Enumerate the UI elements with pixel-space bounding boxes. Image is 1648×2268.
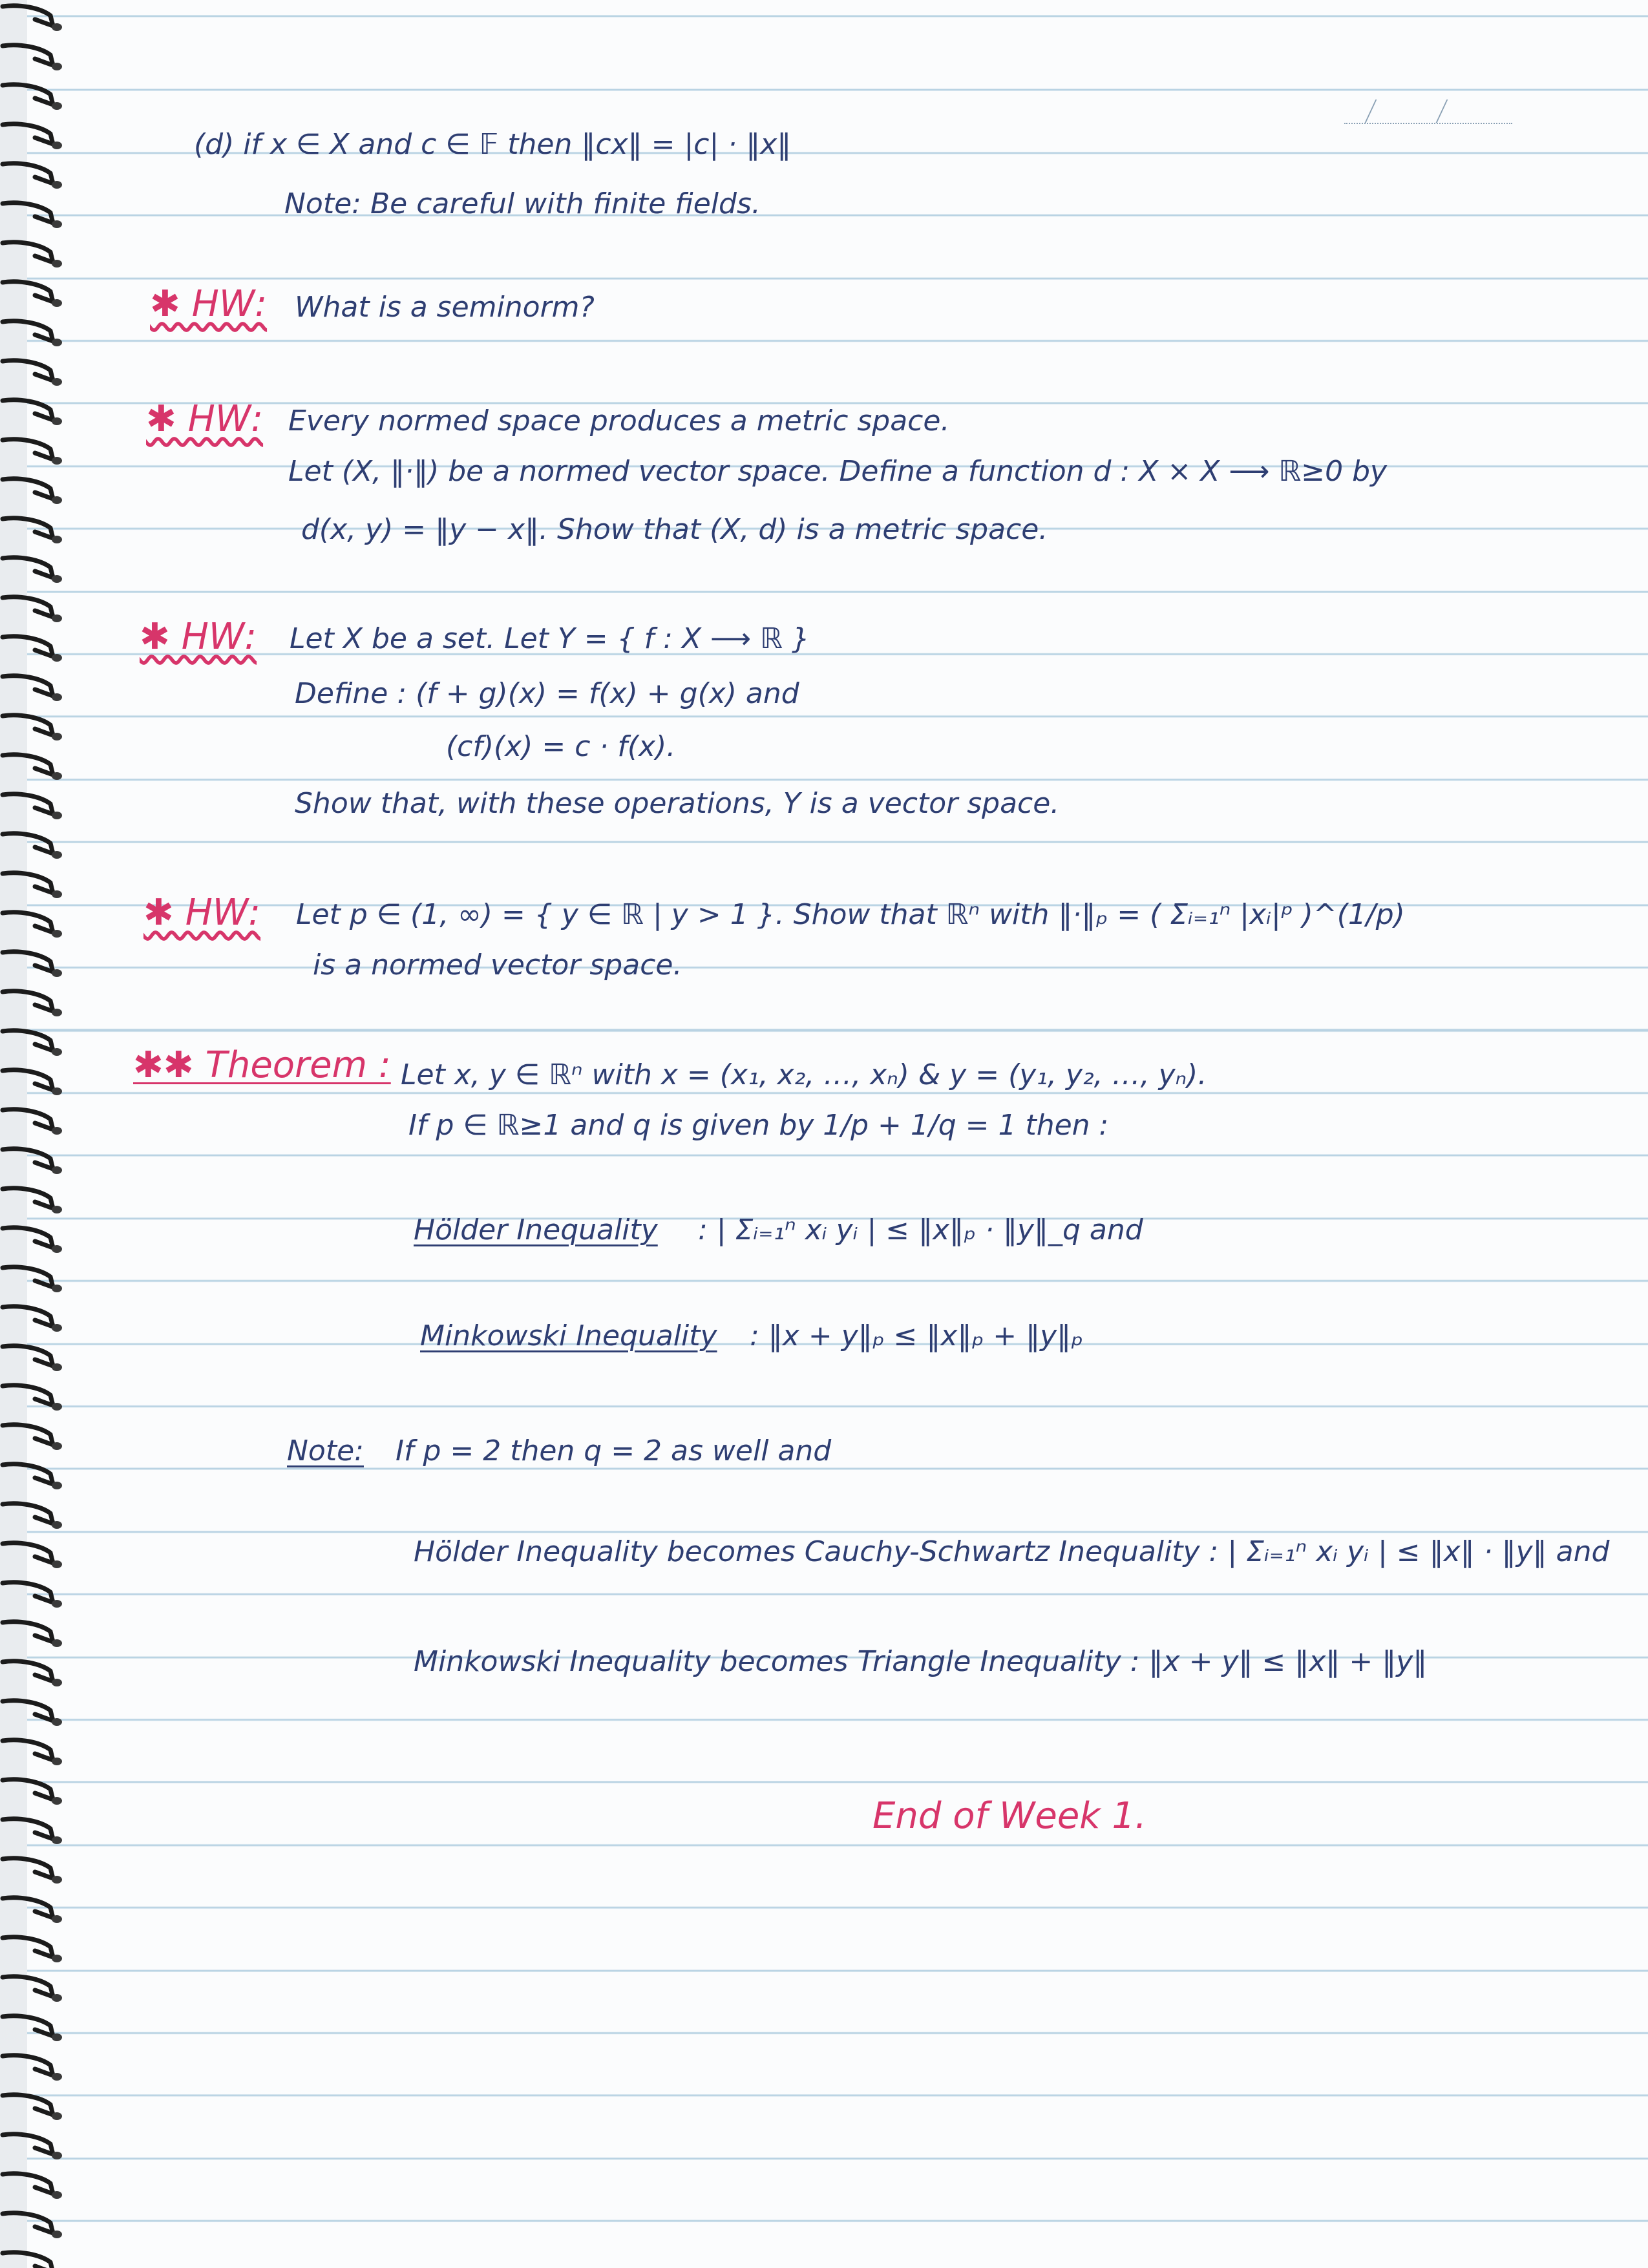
minkowski-label: Minkowski Inequality [420, 1319, 717, 1352]
hw-metric-line3: d(x, y) = ‖y − x‖. Show that (X, d) is a metric space. [301, 513, 1048, 546]
hw-p-norm-line2: is a normed vector space. [313, 949, 682, 982]
hw-marker-2: ✱ HW: [146, 398, 264, 440]
holder-label: Hölder Inequality [414, 1213, 658, 1246]
hw-vector-space-show: Show that, with these operations, Y is a vector space. [295, 787, 1060, 820]
hw-metric-line2: Let (X, ‖·‖) be a normed vector space. Define a function d : X × X ⟶ ℝ≥0 by [288, 455, 1388, 488]
minkowski-formula: : ‖x + y‖ₚ ≤ ‖x‖ₚ + ‖y‖ₚ [750, 1319, 1084, 1352]
hw-vector-space-define: Define : (f + g)(x) = f(x) + g(x) and [295, 677, 799, 710]
hw-marker-4: ✱ HW: [143, 892, 261, 934]
hw-metric-title: Every normed space produces a metric space. [288, 404, 950, 437]
theorem-statement: Let x, y ∈ ℝⁿ with x = (x₁, x₂, …, xₙ) & y = (y₁, y₂, …, yₙ). [401, 1058, 1207, 1091]
cauchy-schwartz-line: Hölder Inequality becomes Cauchy-Schwartz Inequality : | Σᵢ₌₁ⁿ xᵢ yᵢ | ≤ ‖x‖ · ‖y‖ and [414, 1535, 1610, 1568]
hw-p-norm: Let p ∈ (1, ∞) = { y ∈ ℝ | y > 1 }. Show that ℝⁿ with ‖·‖ₚ = ( Σᵢ₌₁ⁿ |xᵢ|ᵖ )^(1/p) [296, 898, 1405, 931]
hw-vector-space-scalar: (cf)(x) = c · f(x). [446, 730, 676, 763]
hw-seminorm: What is a seminorm? [295, 291, 595, 324]
hw-vector-space-title: Let X be a set. Let Y = { f : X ⟶ ℝ } [290, 622, 810, 655]
note-label: Note: [287, 1434, 364, 1467]
note-finite-fields: Note: Be careful with finite fields. [284, 187, 761, 220]
triangle-inequality-line: Minkowski Inequality becomes Triangle Inequality : ‖x + y‖ ≤ ‖x‖ + ‖y‖ [414, 1645, 1428, 1678]
holder-formula: : | Σᵢ₌₁ⁿ xᵢ yᵢ | ≤ ‖x‖ₚ · ‖y‖_q and [698, 1213, 1143, 1246]
theorem-condition: If p ∈ ℝ≥1 and q is given by 1/p + 1/q = 1 then : [408, 1109, 1109, 1142]
hw-marker-3: ✱ HW: [140, 616, 257, 658]
end-of-week: End of Week 1. [872, 1795, 1146, 1837]
date-field [1344, 97, 1512, 124]
spiral-binding [0, 0, 71, 2268]
note-p2: If p = 2 then q = 2 as well and [396, 1434, 832, 1467]
hw-marker-1: ✱ HW: [150, 283, 268, 325]
property-d: (d) if x ∈ X and c ∈ 𝔽 then ‖cx‖ = |c| · ‖x‖ [194, 128, 792, 161]
theorem-marker: ✱✱ Theorem : [133, 1044, 391, 1086]
